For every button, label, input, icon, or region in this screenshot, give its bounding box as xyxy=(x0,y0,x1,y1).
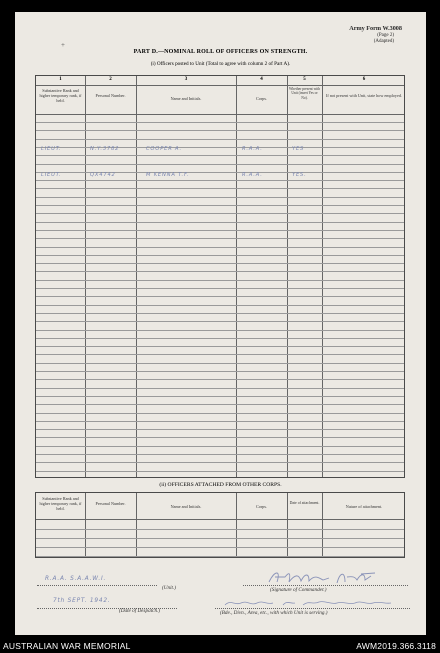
ruled-line xyxy=(36,379,404,380)
ruled-line xyxy=(36,547,404,548)
header-rank: Substantive Rank and higher temporary rank, if held. xyxy=(39,88,82,103)
ruled-line xyxy=(36,371,404,372)
bde-label: (Bde., Divn., Area, etc., with which Unit is serving.) xyxy=(220,610,328,616)
ruled-line xyxy=(36,230,404,231)
officers-attached-table xyxy=(35,492,405,558)
col-number-6: 6 xyxy=(362,77,366,82)
ruled-line xyxy=(36,247,404,248)
ruled-line xyxy=(36,180,404,181)
ruled-line xyxy=(36,413,404,414)
ruled-line xyxy=(36,280,404,281)
form-adapted: (Adapted) xyxy=(373,39,394,44)
ruled-line xyxy=(36,354,404,355)
brigade-handwriting xyxy=(223,598,403,608)
ruled-line xyxy=(36,263,404,264)
row1-personal-number: N.Y.3782 xyxy=(90,146,120,152)
header-personal-number: Personal Number. xyxy=(95,93,126,98)
ruled-line xyxy=(36,421,404,422)
ruled-line xyxy=(36,222,404,223)
ruled-line xyxy=(36,330,404,331)
col-number-1: 1 xyxy=(59,77,62,82)
row2-rank: LIEUT. xyxy=(41,172,62,178)
section2-title: (ii) OFFICERS ATTACHED FROM OTHER CORPS. xyxy=(159,482,282,488)
ruled-line xyxy=(36,205,404,206)
date-label: (Date of Despatch.) xyxy=(119,608,161,614)
date-value: 7th SEPT. 1942. xyxy=(53,598,111,604)
ruled-line xyxy=(36,388,404,389)
form-page: (Page 2) xyxy=(377,33,394,38)
ruled-line xyxy=(36,188,404,189)
ruled-line xyxy=(36,346,404,347)
unit-label: (Unit.) xyxy=(162,585,176,591)
ruled-line xyxy=(36,363,404,364)
row2-name: M KENNA T.F. xyxy=(146,172,190,178)
ruled-line xyxy=(36,271,404,272)
commander-signature xyxy=(265,568,380,588)
signature-label: (Signature of Commander.) xyxy=(270,587,327,593)
ruled-line xyxy=(36,197,404,198)
ruled-line xyxy=(36,305,404,306)
ruled-line xyxy=(36,213,404,214)
t2-header-corps: Corps. xyxy=(255,504,268,509)
ruled-line xyxy=(36,404,404,405)
t2-header-nature: Nature of attachment. xyxy=(345,504,383,509)
col-number-5: 5 xyxy=(303,77,306,82)
col-number-3: 3 xyxy=(184,77,188,82)
caption-accession: AWM2019.366.3118 xyxy=(356,641,436,651)
part-title: PART D.—NOMINAL ROLL OF OFFICERS ON STRENGTH. xyxy=(133,49,308,55)
header-present: Whether present with Unit (insert Yes or No). xyxy=(289,87,320,100)
ruled-line xyxy=(36,155,404,156)
ruled-line xyxy=(36,321,404,322)
row1-name: COOPER A. xyxy=(146,146,182,152)
ruled-line xyxy=(36,338,404,339)
row1-rank: LIEUT. xyxy=(41,146,62,152)
ruled-line xyxy=(36,437,404,438)
header-employed: If not present with Unit, state how employed. xyxy=(326,93,402,98)
row1-corps: R.A.A. xyxy=(242,146,263,152)
pencil-mark: + xyxy=(61,41,65,49)
ruled-line xyxy=(36,139,404,140)
t2-header-date: Date of attachment. xyxy=(289,501,320,505)
row1-present: YES xyxy=(292,146,305,152)
ruled-line xyxy=(36,454,404,455)
col-number-2: 2 xyxy=(109,77,112,82)
ruled-line xyxy=(36,429,404,430)
ruled-line xyxy=(36,471,404,472)
unit-value: R.A.A. S.A.A.W.I. xyxy=(45,576,107,582)
ruled-line xyxy=(36,462,404,463)
form-number: Army Form W.3008 xyxy=(349,25,402,32)
row2-personal-number: QX4742 xyxy=(90,172,116,178)
row2-corps: R.A.A. xyxy=(242,172,263,178)
t2-header-name: Name and Initials. xyxy=(170,504,202,509)
form-sheet xyxy=(15,12,426,635)
ruled-line xyxy=(36,538,404,539)
ruled-line xyxy=(36,396,404,397)
header-corps: Corps. xyxy=(255,96,268,101)
ruled-line xyxy=(36,556,404,557)
row2-present: YES. xyxy=(292,172,307,178)
t2-header-personal-number: Personal Number. xyxy=(95,501,126,506)
ruled-line xyxy=(36,122,404,123)
ruled-line xyxy=(36,255,404,256)
ruled-line xyxy=(36,446,404,447)
ruled-line xyxy=(36,313,404,314)
caption-institution: AUSTRALIAN WAR MEMORIAL xyxy=(3,641,131,651)
ruled-line xyxy=(36,238,404,239)
ruled-line xyxy=(36,130,404,131)
ruled-line xyxy=(36,296,404,297)
ruled-line xyxy=(36,529,404,530)
ruled-line xyxy=(36,164,404,165)
col-number-4: 4 xyxy=(260,77,263,82)
officers-posted-table xyxy=(35,75,405,478)
ruled-line xyxy=(36,288,404,289)
header-name: Name and Initials. xyxy=(170,96,202,101)
section1-title: (i) Officers posted to Unit (Total to agree with column 2 of Part A). xyxy=(150,61,291,67)
t2-header-rank: Substantive Rank and higher temporary rank, if held. xyxy=(39,496,82,511)
